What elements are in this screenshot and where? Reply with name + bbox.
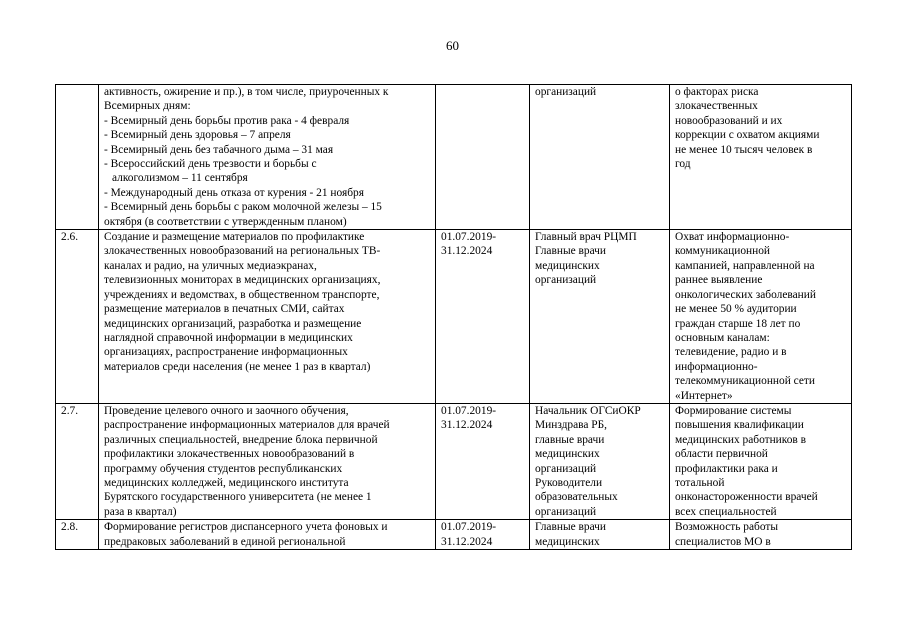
cell-line: о факторах риска: [675, 86, 759, 98]
cell-line: новообразований и их: [675, 114, 783, 127]
cell-line: материалов среди населения (не менее 1 раз в квартал): [104, 360, 371, 373]
cell-line: Формирование системы: [675, 404, 792, 417]
responsible-cell: [530, 403, 670, 519]
cell-line: медицинских колледжей, медицинского института: [104, 476, 349, 489]
cell-line: образовательных: [535, 491, 618, 504]
cell-line: программу обучения студентов республиканских: [104, 462, 343, 475]
table-row: [56, 230, 852, 404]
cell-line: 2.8.: [61, 521, 79, 534]
cell-line: Формирование регистров диспансерного учета фоновых и: [104, 521, 388, 534]
cell-line: граждан старше 18 лет по: [675, 317, 801, 330]
cell-line: организаций: [535, 274, 597, 287]
cell-line: - Международный день отказа от курения - 21 ноября: [104, 186, 364, 199]
cell-line: - Всемирный день здоровья – 7 апреля: [104, 129, 291, 142]
event-cell: [99, 520, 436, 550]
cell-line: тотальной: [675, 476, 725, 489]
cell-line: главные врачи: [535, 433, 605, 446]
cell-line: профилактики рака и: [675, 462, 778, 475]
cell-line: не менее 50 % аудитории: [675, 303, 797, 316]
cell-line: всех специальностей: [675, 505, 777, 518]
cell-line: - Всемирный день борьбы против рака - 4 февраля: [104, 114, 350, 127]
item-number-cell: [56, 230, 99, 404]
cell-line: «Интернет»: [675, 389, 733, 402]
cell-line: - Всемирный день без табачного дыма – 31 мая: [104, 143, 334, 156]
cell-line: Руководители: [535, 476, 603, 489]
item-number-cell: [56, 520, 99, 550]
cell-line: Охват информационно-: [675, 231, 790, 244]
result-cell: [670, 520, 852, 550]
cell-line: медицинских: [535, 535, 600, 548]
cell-line: не менее 10 тысяч человек в: [675, 143, 813, 156]
dates-cell: [436, 230, 530, 404]
cell-line: онкологических заболеваний: [675, 288, 816, 301]
cell-line: 01.07.2019-: [441, 231, 497, 244]
cell-line: злокачественных новообразований на региональных ТВ-: [104, 245, 381, 258]
cell-line: активность, ожирение и пр.), в том числе, приуроченных к: [104, 86, 389, 98]
cell-line: медицинских: [535, 259, 600, 272]
cell-line: медицинских: [535, 448, 600, 461]
cell-line: коммуникационной: [675, 245, 771, 258]
cell-line: области первичной: [675, 448, 768, 461]
cell-line: 01.07.2019-: [441, 404, 497, 417]
cell-line: Главный врач РЦМП: [535, 231, 637, 244]
table-row: [56, 520, 852, 550]
cell-line: - Всемирный день борьбы с раком молочной железы – 15: [104, 201, 382, 214]
responsible-cell: [530, 520, 670, 550]
cell-line: кампанией, направленной на: [675, 259, 815, 272]
cell-line: основным каналам:: [675, 331, 770, 344]
cell-line: Минздрава РБ,: [535, 419, 608, 432]
cell-line: Бурятского государственного университета (не менее 1: [104, 491, 372, 504]
result-cell: [670, 85, 852, 230]
cell-line: раннее выявление: [675, 274, 763, 287]
cell-line: алкоголизмом – 11 сентября: [112, 172, 248, 185]
cell-line: медицинских работников в: [675, 433, 807, 446]
cell-line: телекоммуникационной сети: [675, 375, 815, 388]
cell-line: предраковых заболеваний в единой региональной: [104, 535, 346, 548]
cell-line: организаций: [535, 505, 597, 518]
item-number-cell: [56, 403, 99, 519]
result-cell: [670, 230, 852, 404]
cell-line: каналах и радио, на уличных медиаэкранах,: [104, 259, 317, 272]
cell-line: Всемирных дням:: [104, 100, 191, 113]
cell-line: специалистов МО в: [675, 535, 771, 548]
plan-table: [55, 84, 852, 550]
cell-line: год: [675, 158, 691, 171]
cell-line: наглядной справочной информации в медицинских: [104, 331, 353, 344]
cell-line: раза в квартал): [104, 505, 177, 518]
cell-line: различных специальностей, внедрение блока первичной: [104, 433, 378, 446]
cell-line: 2.7.: [61, 404, 79, 417]
cell-line: размещение материалов в печатных СМИ, сайтах: [104, 303, 345, 316]
responsible-cell: [530, 230, 670, 404]
cell-line: организаций: [535, 86, 597, 98]
cell-line: 01.07.2019-: [441, 521, 497, 534]
event-cell: [99, 403, 436, 519]
cell-line: телевидение, радио и в: [675, 346, 787, 359]
dates-cell: [436, 520, 530, 550]
cell-line: коррекции с охватом акциями: [675, 129, 820, 142]
dates-cell: [436, 85, 530, 230]
cell-line: Проведение целевого очного и заочного обучения,: [104, 404, 349, 417]
cell-line: онконастороженности врачей: [675, 491, 818, 504]
result-cell: [670, 403, 852, 519]
cell-line: 2.6.: [61, 231, 79, 244]
cell-line: телевизионных мониторах в медицинских организациях,: [104, 274, 381, 287]
cell-line: Создание и размещение материалов по профилактике: [104, 231, 365, 244]
cell-line: октября (в соответствии с утвержденным планом): [104, 215, 347, 228]
cell-line: злокачественных: [675, 100, 758, 113]
cell-line: Возможность работы: [675, 521, 778, 534]
event-cell: [99, 85, 436, 230]
responsible-cell: [530, 85, 670, 230]
cell-line: медицинских организаций, разработка и размещение: [104, 317, 362, 330]
cell-line: Начальник ОГСиОКР: [535, 404, 641, 417]
item-number-cell: [56, 85, 99, 230]
cell-line: организаций: [535, 462, 597, 475]
cell-line: 31.12.2024: [441, 245, 493, 258]
table-row: [56, 85, 852, 230]
cell-line: Главные врачи: [535, 245, 606, 258]
cell-line: организациях, распространение информационных: [104, 346, 348, 359]
cell-line: Главные врачи: [535, 521, 606, 534]
cell-line: распространение информационных материалов для врачей: [104, 419, 390, 432]
page-number: 60: [446, 38, 459, 53]
cell-line: информационно-: [675, 360, 758, 373]
cell-line: 31.12.2024: [441, 535, 493, 548]
cell-line: повышения квалификации: [675, 419, 804, 432]
dates-cell: [436, 403, 530, 519]
cell-line: - Всероссийский день трезвости и борьбы с: [104, 158, 317, 171]
table-row: [56, 403, 852, 519]
cell-line: учреждениях и ведомствах, в общественном транспорте,: [104, 288, 380, 301]
cell-line: профилактики злокачественных новообразований в: [104, 448, 355, 461]
event-cell: [99, 230, 436, 404]
cell-line: 31.12.2024: [441, 419, 493, 432]
